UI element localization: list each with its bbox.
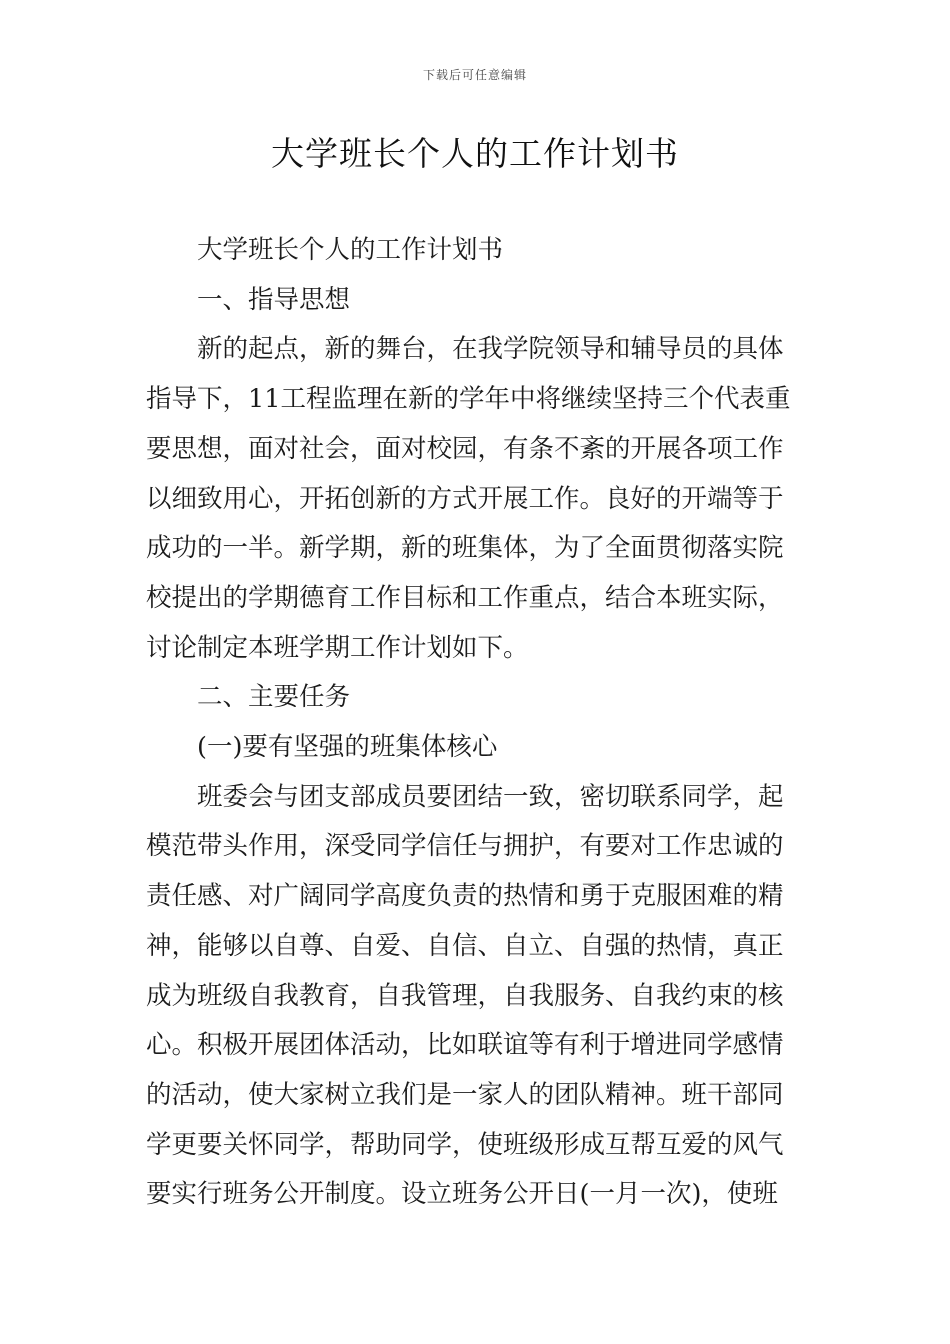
paragraph-guiding-thought: 新的起点，新的舞台，在我学院领导和辅导员的具体指导下，11工程监理在新的学年中将继续坚持三个代表重要思想，面对社会，面对校园，有条不紊的开展各项工作以细致用心，开拓创新的方式开展工作。良好的开端等于成功的一半。新学期，新的班集体，为了全面贯彻落实院校提出的学期德育工作目标和工作重点，结合本班实际，讨论制定本班学期工作计划如下。	[146, 334, 791, 663]
body-subtitle: 大学班长个人的工作计划书	[197, 235, 504, 265]
section-heading-main-tasks: 二、主要任务	[197, 682, 351, 713]
document-body	[146, 226, 808, 1220]
page-header-note: 下载后可任意编辑	[422, 68, 527, 82]
document-title: 大学班长个人的工作计划书	[271, 134, 679, 173]
section-heading-guiding-thought: 一、指导思想	[197, 284, 351, 315]
subsection-heading-class-core: (一)要有坚强的班集体核心	[197, 732, 498, 763]
paragraph-class-core: 班委会与团支部成员要团结一致，密切联系同学，起模范带头作用，深受同学信任与拥护，有要对工作忠诚的责任感、对广阔同学高度负责的热情和勇于克服困难的精神，能够以自尊、自爱、自信、自立、自强的热情，真正成为班级自我教育，自我管理，自我服务、自我约束的核心。积极开展团体活动，比如联谊等有利于增进同学感情的活动，使大家树立我们是一家人的团队精神。班干部同学更要关怀同学，帮助同学，使班级形成互帮互爱的风气要实行班务公开制度。设立班务公开日(一月一次)，使班	[146, 781, 784, 1210]
